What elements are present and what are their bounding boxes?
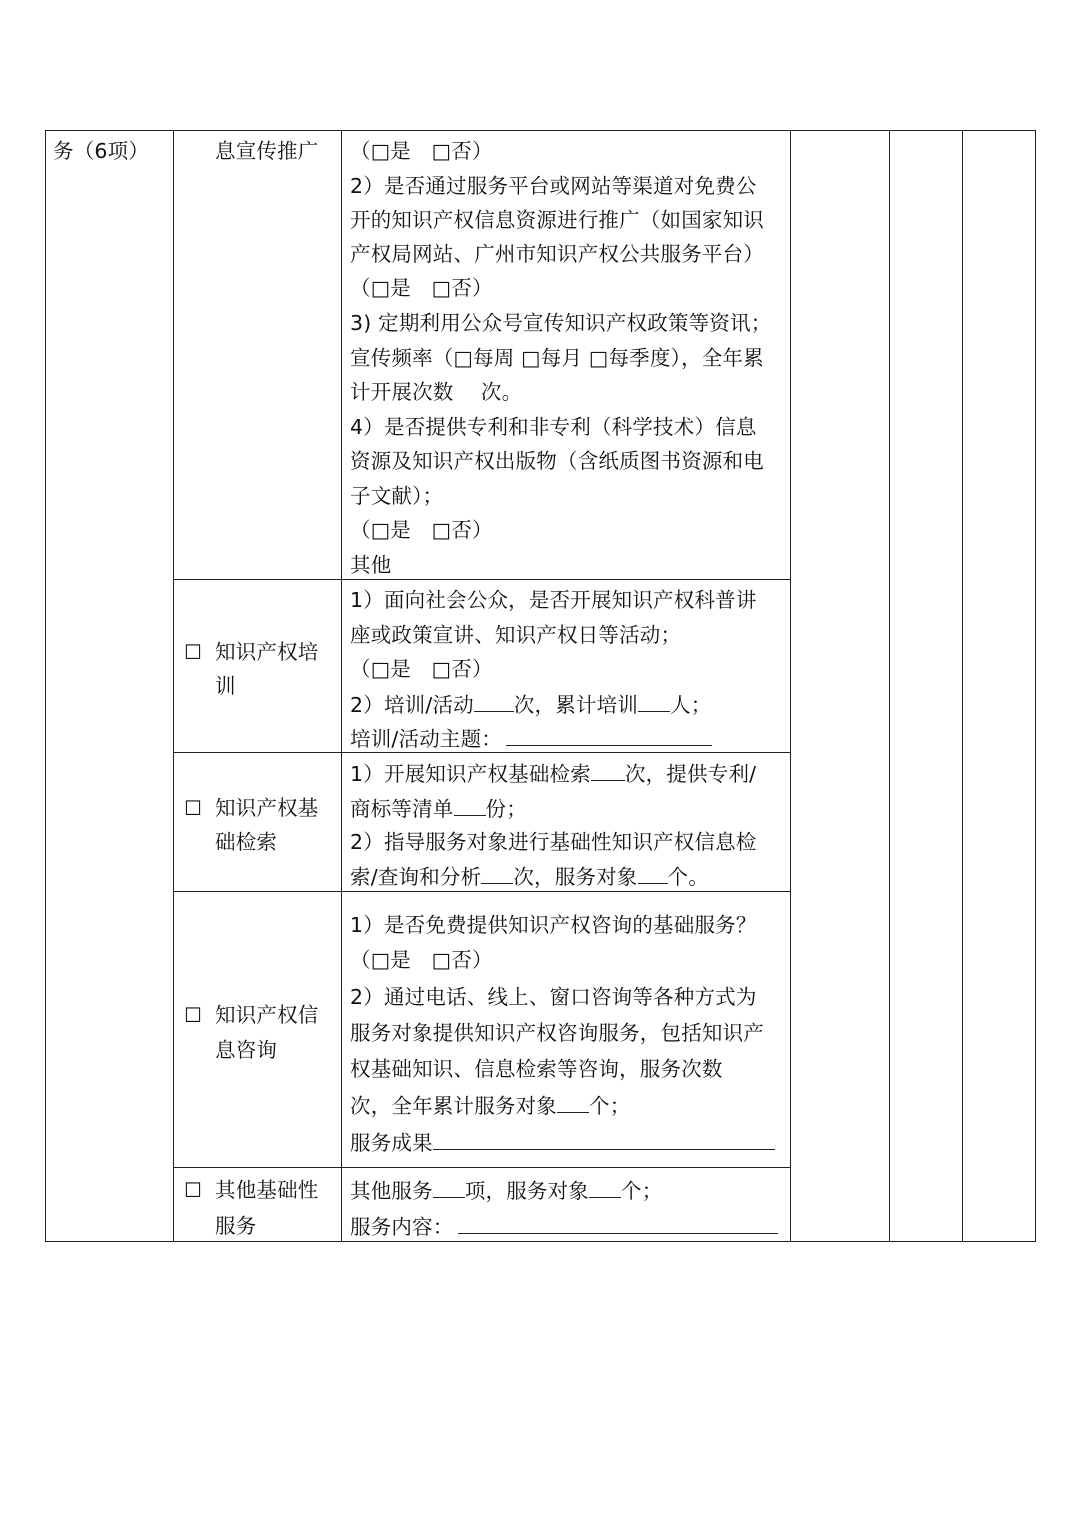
promo-line-9: 4）是否提供专利和非专利（科学技术）信息 <box>350 415 757 439</box>
promo-line-11: 子文献）； <box>350 484 444 508</box>
search-checkbox[interactable]: ☐ <box>184 796 202 820</box>
promo-line-10: 资源及知识产权出版物（含纸质图书资源和电 <box>350 449 764 473</box>
training-label-2: 训 <box>215 674 236 698</box>
search-line-2 <box>350 791 527 827</box>
training-line-4b: 次，累计培训 <box>513 693 639 717</box>
search-list-blank[interactable] <box>454 791 486 816</box>
consult-line-1: 1）是否免费提供知识产权咨询的基础服务？ <box>350 913 757 937</box>
col-divider-4 <box>889 130 890 1242</box>
consult-clients-blank[interactable] <box>557 1088 589 1113</box>
training-topic-label: 培训/活动主题： <box>350 727 503 751</box>
other-content-label: 服务内容： <box>350 1215 454 1239</box>
other-clients-blank[interactable] <box>589 1173 621 1198</box>
promo-line-12: （□是 □否） <box>350 518 493 542</box>
consult-line-5: 权基础知识、信息检索等咨询，服务次数 <box>350 1057 723 1081</box>
consult-line-3: 2）通过电话、线上、窗口咨询等各种方式为 <box>350 985 757 1009</box>
other-items-blank[interactable] <box>433 1173 465 1198</box>
search-line-1a: 1）开展知识产权基础检索 <box>350 762 591 786</box>
training-sessions-blank[interactable] <box>474 687 514 712</box>
training-checkbox[interactable]: ☐ <box>184 640 202 664</box>
search-guide-blank[interactable] <box>481 859 513 884</box>
col-divider-1 <box>173 130 174 1242</box>
promo-line-5: （□是 □否） <box>350 276 493 300</box>
promo-line-2: 2）是否通过服务平台或网站等渠道对免费公 <box>350 174 757 198</box>
consult-line-6a: 次，全年累计服务对象 <box>350 1094 557 1118</box>
promo-line-4: 产权局网站、广州市知识产权公共服务平台） <box>350 242 764 266</box>
search-clients-blank[interactable] <box>638 859 668 884</box>
consult-line-4: 服务对象提供知识产权咨询服务，包括知识产 <box>350 1021 764 1045</box>
search-line-2a: 商标等清单 <box>350 797 454 821</box>
training-line-1: 1）面向社会公众，是否开展知识产权科普讲 <box>350 588 757 612</box>
other-content-blank[interactable] <box>458 1209 778 1234</box>
promo-line-3: 开的知识产权信息资源进行推广（如国家知识 <box>350 208 764 232</box>
col-divider-3 <box>790 130 791 1242</box>
consult-result-label: 服务成果 <box>350 1131 433 1155</box>
row-divider-1 <box>173 579 790 580</box>
other-label-2: 服务 <box>215 1214 257 1238</box>
other-line-2 <box>350 1209 778 1245</box>
promo-item-label: 息宣传推广 <box>215 139 319 163</box>
consult-line-2: （□是 □否） <box>350 948 493 972</box>
consult-result-blank[interactable] <box>433 1125 775 1150</box>
other-checkbox[interactable]: ☐ <box>184 1178 202 1202</box>
training-line-4 <box>350 687 711 723</box>
training-line-4c: 人； <box>670 693 712 717</box>
row-divider-4 <box>173 1167 790 1168</box>
search-line-1 <box>350 756 756 792</box>
consult-line-6 <box>350 1088 630 1124</box>
consult-line-6b: 个； <box>589 1094 631 1118</box>
consult-label-1: 知识产权信 <box>215 1003 319 1027</box>
other-line-1b: 项，服务对象 <box>464 1179 590 1203</box>
search-line-1b: 次，提供专利/ <box>624 762 757 786</box>
other-line-1c: 个； <box>621 1179 663 1203</box>
search-line-4 <box>350 859 709 895</box>
other-label-1: 其他基础性 <box>215 1178 319 1202</box>
search-line-4b: 次，服务对象 <box>513 865 638 889</box>
col-divider-2 <box>341 130 342 1242</box>
training-people-blank[interactable] <box>638 687 670 712</box>
consult-checkbox[interactable]: ☐ <box>184 1003 202 1027</box>
training-line-5 <box>350 721 712 757</box>
promo-line-6: 3) 定期利用公众号宣传知识产权政策等资讯； <box>350 311 772 335</box>
search-line-3: 2）指导服务对象进行基础性知识产权信息检 <box>350 830 757 854</box>
search-label-1: 知识产权基 <box>215 796 319 820</box>
training-label-1: 知识产权培 <box>215 640 319 664</box>
consult-line-7 <box>350 1125 775 1161</box>
search-line-4a: 索/查询和分析 <box>350 865 482 889</box>
training-line-2: 座或政策宣讲、知识产权日等活动； <box>350 623 682 647</box>
other-line-1 <box>350 1173 662 1209</box>
search-count-blank[interactable] <box>591 756 625 781</box>
search-line-4c: 个。 <box>667 865 709 889</box>
promo-line-8: 计开展次数 次。 <box>350 380 523 404</box>
promo-line-13: 其他 <box>350 553 392 577</box>
promo-line-7: 宣传频率（□每周 □每月 □每季度），全年累 <box>350 346 764 370</box>
other-line-1a: 其他服务 <box>350 1179 433 1203</box>
search-line-2b: 份； <box>485 797 527 821</box>
training-topic-blank[interactable] <box>506 721 712 746</box>
search-label-2: 础检索 <box>215 830 278 854</box>
training-line-4a: 2）培训/活动 <box>350 693 474 717</box>
category-label: 务（6项） <box>53 139 150 163</box>
consult-label-2: 息咨询 <box>215 1038 278 1062</box>
promo-line-1: （□是 □否） <box>350 139 493 163</box>
training-line-3: （□是 □否） <box>350 657 493 681</box>
col-divider-5 <box>962 130 963 1242</box>
